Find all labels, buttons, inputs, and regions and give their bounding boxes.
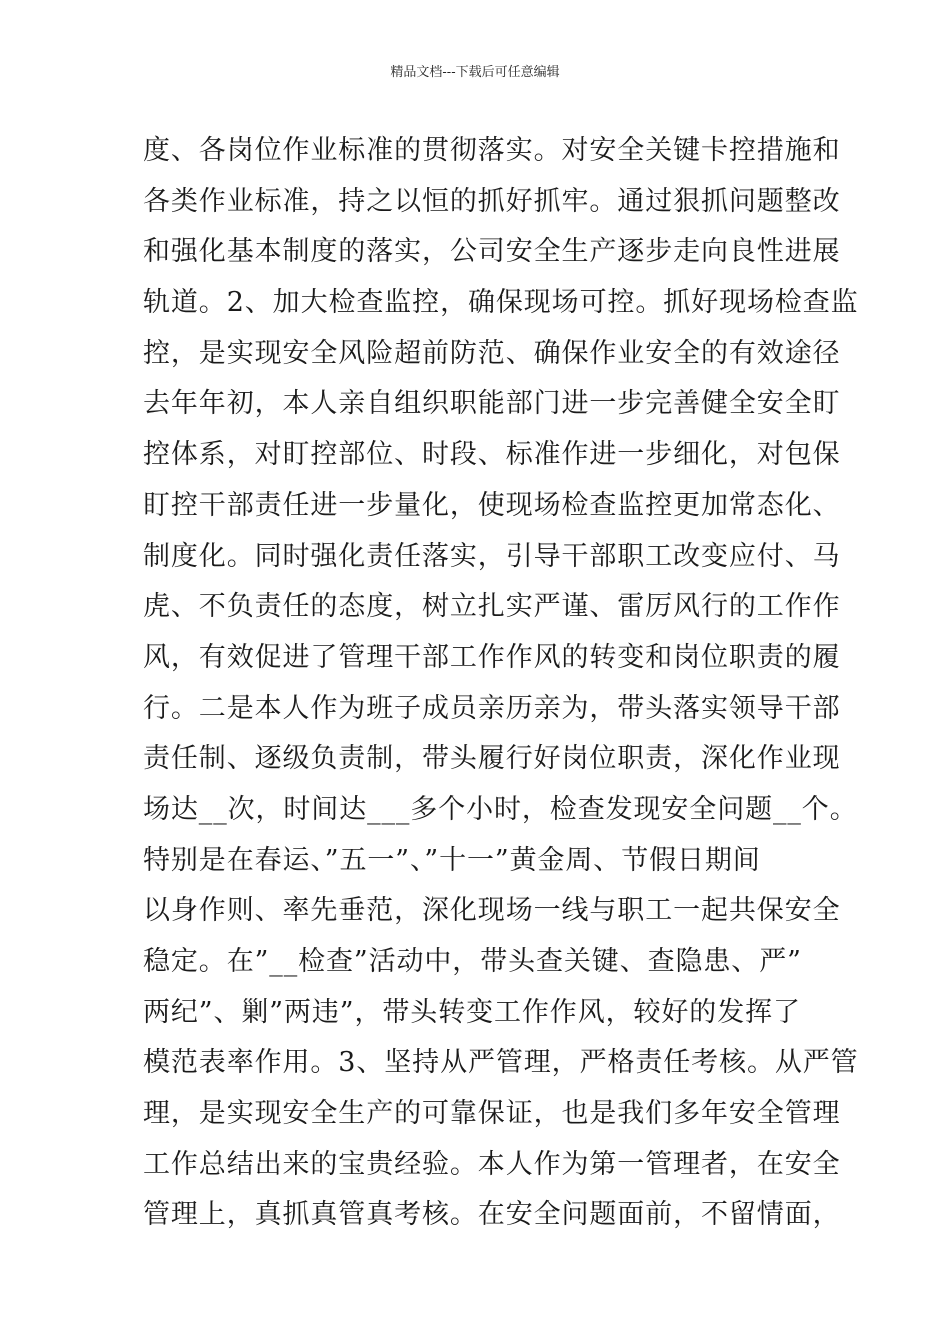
body-line: 管理上，真抓真管真考核。在安全问题面前，不留情面， [143,1199,841,1231]
body-line: 各类作业标准，持之以恒的抓好抓牢。通过狠抓问题整改 [143,185,841,217]
body-line: 稳定。在”__检查”活动中，带头查关键、查隐患、严” [143,946,802,977]
body-line: 度、各岗位作业标准的贯彻落实。对安全关键卡控措施和 [143,135,841,166]
body-line: 两纪”、剿”两违”，带头转变工作作风，较好的发挥了 [143,996,801,1028]
body-line: 行。二是本人作为班子成员亲历亲为，带头落实领导干部 [143,692,841,724]
body-line: 制度化。同时强化责任落实，引导干部职工改变应付、马 [143,540,841,572]
body-line: 以身作则、率先垂范，深化现场一线与职工一起共保安全 [143,895,841,927]
body-line: 盯控干部责任进一步量化，使现场检查监控更加常态化、 [143,489,841,521]
document-body [143,126,859,1241]
page-header: 精品文档---下载后可任意编辑 [390,65,560,80]
body-line: 特别是在春运、”五一”、”十一”黄金周、节假日期间 [143,844,761,876]
body-line: 风，有效促进了管理干部工作作风的转变和岗位职责的履 [143,641,841,673]
body-line: 工作总结出来的宝贵经验。本人作为第一管理者，在安全 [143,1148,841,1180]
body-line: 责任制、逐级负责制，带头履行好岗位职责，深化作业现 [143,743,841,775]
body-line: 虎、不负责任的态度，树立扎实严谨、雷厉风行的工作作 [143,591,841,623]
body-line: 控，是实现安全风险超前防范、确保作业安全的有效途径 [143,337,841,369]
body-line: 模范表率作用。3、坚持从严管理，严格责任考核。从严管 [143,1047,859,1079]
body-line: 和强化基本制度的落实，公司安全生产逐步走向良性进展 [143,236,841,268]
body-line: 控体系，对盯控部位、时段、标准作进一步细化，对包保 [143,439,841,471]
body-line: 场达__次，时间达___多个小时，检查发现安全问题__个。 [143,793,858,825]
body-line: 轨道。2、加大检查监控，确保现场可控。抓好现场检查监 [143,287,859,319]
body-line: 理，是实现安全生产的可靠保证，也是我们多年安全管理 [143,1098,841,1130]
body-line: 去年年初，本人亲自组织职能部门进一步完善健全安全盯 [143,388,841,420]
